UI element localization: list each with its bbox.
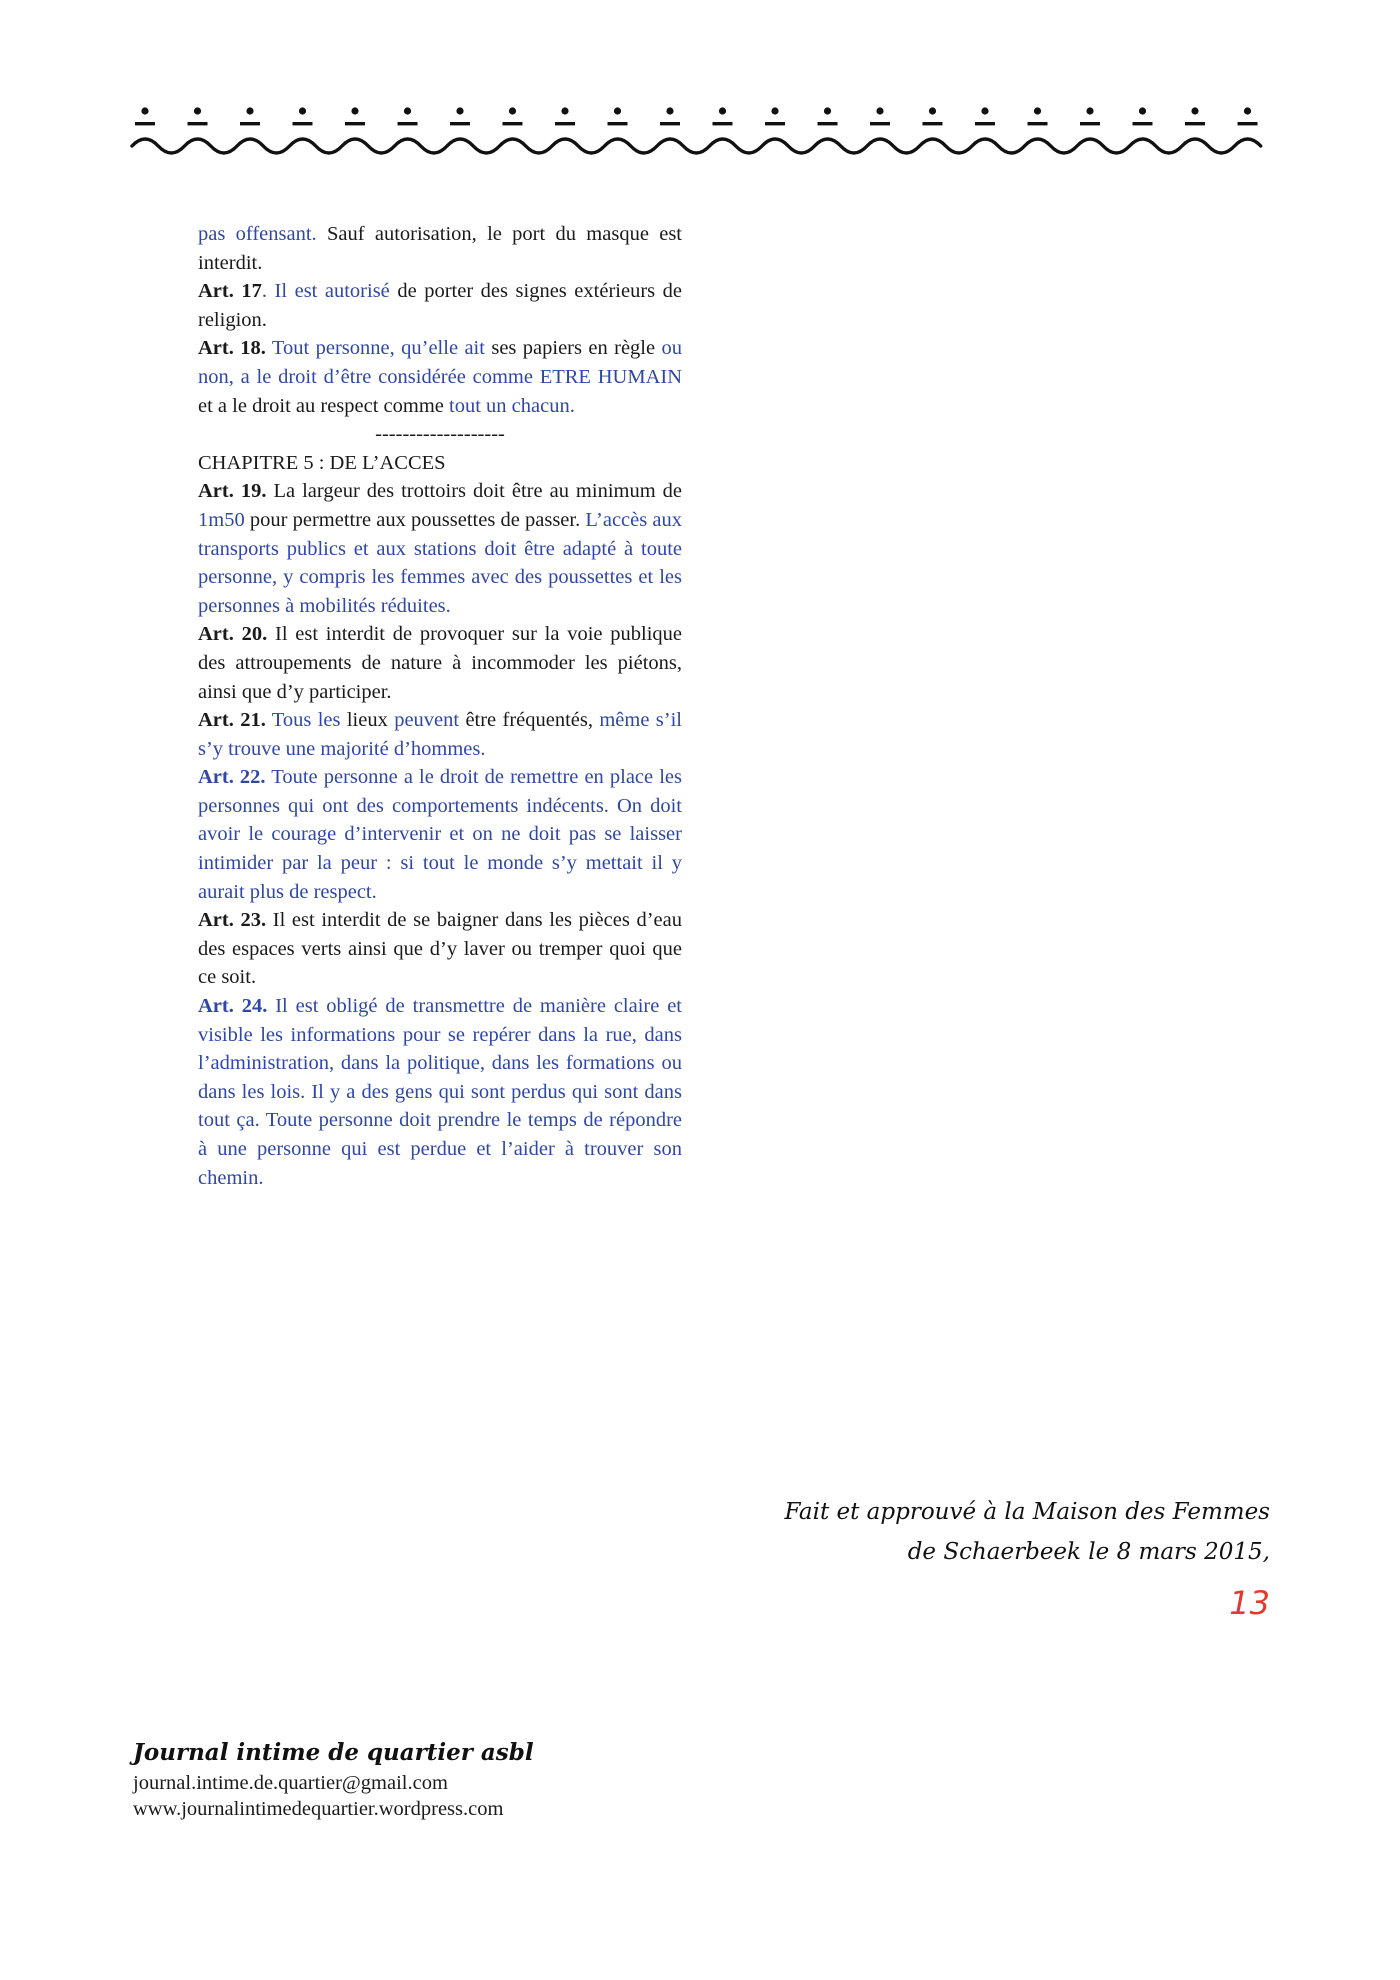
footer-website[interactable]: www.journalintimedequartier.wordpress.com xyxy=(133,1798,504,1820)
article-column xyxy=(198,220,682,1192)
ornament-dash xyxy=(660,122,680,125)
article-17: Art. 17. Il est autorisé de porter des signes extérieurs de religion. xyxy=(198,280,682,331)
ornament-dot xyxy=(561,107,568,114)
article-23: Art. 23. Il est interdit de se baigner dans les pièces d’eau des espaces verts ainsi que d’y laver ou tremper quoi que ce soit. xyxy=(198,909,682,989)
ornament-dot xyxy=(929,107,936,114)
page-number: 13 xyxy=(1229,1584,1270,1622)
ornament-dash xyxy=(713,122,733,125)
ornament-dot xyxy=(509,107,516,114)
ornament-dot xyxy=(1191,107,1198,114)
ornament-dash xyxy=(1185,122,1205,125)
signature-line-1: Fait et approuvé à la Maison des Femmes xyxy=(784,1499,1270,1525)
article-20: Art. 20. Il est interdit de provoquer sur la voie publique des attroupements de nature à incommoder les piétons, ainsi que d’y participer. xyxy=(198,623,682,703)
ornament-dash xyxy=(188,122,208,125)
article-label: Art. 23. xyxy=(198,909,267,932)
article-24: Art. 24. Il est obligé de transmettre de manière claire et visible les informations pour se repérer dans la rue, dans l’administration, dans la politique, dans les formations ou dans les lois. Il y a des gens qui sont perdus qui sont dans tout ça. Toute personne doit prendre le temps de répondre à une personne qui est perdue et l’aider à trouver son chemin. xyxy=(198,995,682,1189)
ornament-dash xyxy=(1133,122,1153,125)
signature-line-2: de Schaerbeek le 8 mars 2015, xyxy=(907,1539,1270,1565)
ornament-dot xyxy=(1034,107,1041,114)
ornament-dot xyxy=(666,107,673,114)
chapter-heading: CHAPITRE 5 : DE L’ACCES xyxy=(198,451,446,474)
article-19: Art. 19. La largeur des trottoirs doit être au minimum de 1m50 pour permettre aux poussettes de passer. L’accès aux transports publics et aux stations doit être adapté à toute personne, y compris les femmes avec des poussettes et les personnes à mobilités réduites. xyxy=(198,480,683,617)
ornament-dot xyxy=(876,107,883,114)
ornament-dot xyxy=(771,107,778,114)
article-18: Art. 18. Tout personne, qu’elle ait ses papiers en règle ou non, a le droit d’être considérée comme ETRE HUMAIN et a le droit au respect comme tout un chacun. xyxy=(198,337,683,417)
article-22: Art. 22. Toute personne a le droit de remettre en place les personnes qui ont des comportements indécents. On doit avoir le courage d’intervenir et on ne doit pas se laisser intimider par la peur : si tout le monde s’y mettait il y aurait plus de respect. xyxy=(198,766,682,903)
ornament-dash xyxy=(1238,122,1258,125)
signature-block xyxy=(670,1492,1270,1572)
footer-email[interactable]: journal.intime.de.quartier@gmail.com xyxy=(133,1772,448,1794)
ornament-dot xyxy=(456,107,463,114)
ornament-dash xyxy=(1080,122,1100,125)
ornament-dot xyxy=(141,107,148,114)
ornament-dot xyxy=(1244,107,1251,114)
article-16-end: pas offensant. Sauf autorisation, le port du masque est interdit. xyxy=(198,223,683,274)
footer xyxy=(133,1736,534,1822)
article-label: Art. 20. xyxy=(198,623,268,646)
ornament-dot xyxy=(614,107,621,114)
article-label: Art. 19. xyxy=(198,480,267,503)
ornament-dash xyxy=(1028,122,1048,125)
ornament-dash xyxy=(870,122,890,125)
section-separator: ------------------- xyxy=(375,423,505,446)
wave-dot-border-ornament xyxy=(130,100,1270,160)
ornament-dash xyxy=(818,122,838,125)
article-21: Art. 21. Tous les lieux peuvent être fréquentés, même s’il s’y trouve une majorité d’hommes. xyxy=(198,709,682,760)
ornament-dot xyxy=(1139,107,1146,114)
ornament-dash xyxy=(345,122,365,125)
ornament-dot xyxy=(351,107,358,114)
ornament-dot xyxy=(719,107,726,114)
footer-organization: Journal intime de quartier asbl xyxy=(133,1739,534,1766)
article-label: Art. 17 xyxy=(198,280,262,303)
ornament-dot xyxy=(194,107,201,114)
article-label: Art. 22. xyxy=(198,766,266,789)
ornament-dash xyxy=(503,122,523,125)
wave-line xyxy=(132,139,1261,153)
article-label: Art. 18. xyxy=(198,337,266,360)
ornament-dot xyxy=(981,107,988,114)
ornament-dash xyxy=(293,122,313,125)
ornament-dot xyxy=(299,107,306,114)
ornament-dash xyxy=(975,122,995,125)
ornament-dot xyxy=(1086,107,1093,114)
ornament-dash xyxy=(450,122,470,125)
ornament-dash xyxy=(398,122,418,125)
ornament-dash xyxy=(765,122,785,125)
article-label: Art. 24. xyxy=(198,995,268,1018)
ornament-dash xyxy=(608,122,628,125)
ornament-dot xyxy=(824,107,831,114)
article-label: Art. 21. xyxy=(198,709,266,732)
ornament-dash xyxy=(923,122,943,125)
ornament-dash xyxy=(135,122,155,125)
ornament-dot xyxy=(404,107,411,114)
ornament-dash xyxy=(240,122,260,125)
ornament-dash xyxy=(555,122,575,125)
ornament-dot xyxy=(246,107,253,114)
